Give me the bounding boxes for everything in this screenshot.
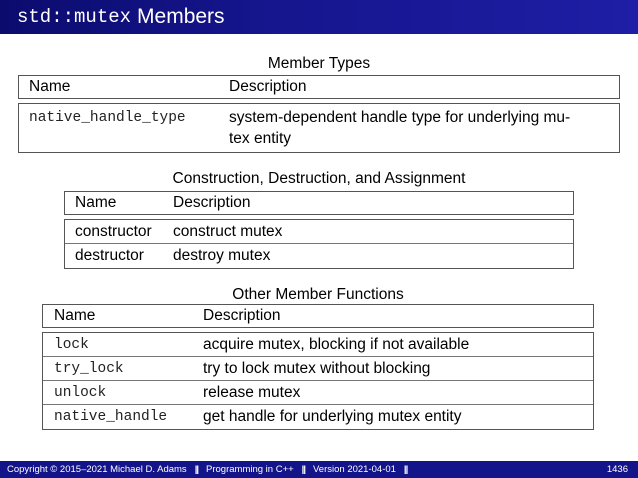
footer-separator: || — [403, 464, 408, 475]
table-row — [19, 104, 619, 152]
other-functions-table — [42, 304, 594, 430]
cell-description: try to lock mutex without blocking — [203, 359, 431, 377]
header-description: Description — [173, 194, 251, 211]
cell-name: lock — [54, 336, 89, 353]
slide-title — [0, 0, 638, 34]
header-name: Name — [75, 194, 117, 211]
cell-description-line2: tex entity — [229, 130, 292, 147]
cell-description-line1: system-dependent handle type for underlying mu- — [229, 109, 571, 126]
cell-name: unlock — [54, 384, 107, 401]
construction-table — [64, 191, 574, 269]
cell-description: acquire mutex, blocking if not available — [203, 335, 470, 353]
table-row — [43, 333, 593, 357]
table-body — [18, 103, 620, 153]
construction-caption: Construction, Destruction, and Assignment — [172, 170, 466, 187]
footer-course: Programming in C++ — [206, 464, 294, 475]
cell-name: try_lock — [54, 360, 124, 377]
footer-separator: || — [194, 464, 199, 475]
table-row — [65, 244, 573, 268]
table-row — [43, 405, 593, 429]
title-text: Members — [137, 5, 225, 28]
footer-page-number: 1436 — [606, 464, 628, 475]
table-body — [64, 219, 574, 269]
table-row — [43, 381, 593, 405]
title-code: std::mutex — [17, 6, 132, 28]
member-types-caption: Member Types — [267, 55, 371, 72]
footer-copyright: Copyright © 2015–2021 Michael D. Adams — [7, 464, 187, 475]
footer-separator: || — [301, 464, 305, 475]
table-header — [64, 191, 574, 215]
member-types-table — [18, 75, 620, 153]
table-header — [18, 75, 620, 99]
other-functions-caption: Other Member Functions — [232, 286, 404, 303]
table-row — [43, 357, 593, 381]
cell-name: native_handle — [54, 409, 168, 425]
header-name: Name — [29, 78, 71, 95]
cell-name: native_handle_type — [29, 110, 186, 126]
footer-version: Version 2021-04-01 — [313, 464, 396, 475]
cell-name: constructor — [75, 222, 152, 240]
header-name: Name — [54, 307, 96, 324]
cell-description: release mutex — [203, 383, 301, 401]
table-row — [65, 220, 573, 244]
table-header — [42, 304, 594, 328]
cell-description: destroy mutex — [173, 247, 271, 264]
cell-description: construct mutex — [173, 222, 283, 240]
table-body — [42, 332, 594, 430]
cell-name: destructor — [75, 247, 144, 264]
cell-description: get handle for underlying mutex entity — [203, 408, 462, 425]
slide-footer — [0, 461, 638, 478]
cell-description — [229, 107, 570, 149]
header-description: Description — [203, 307, 281, 324]
header-description: Description — [229, 78, 307, 95]
